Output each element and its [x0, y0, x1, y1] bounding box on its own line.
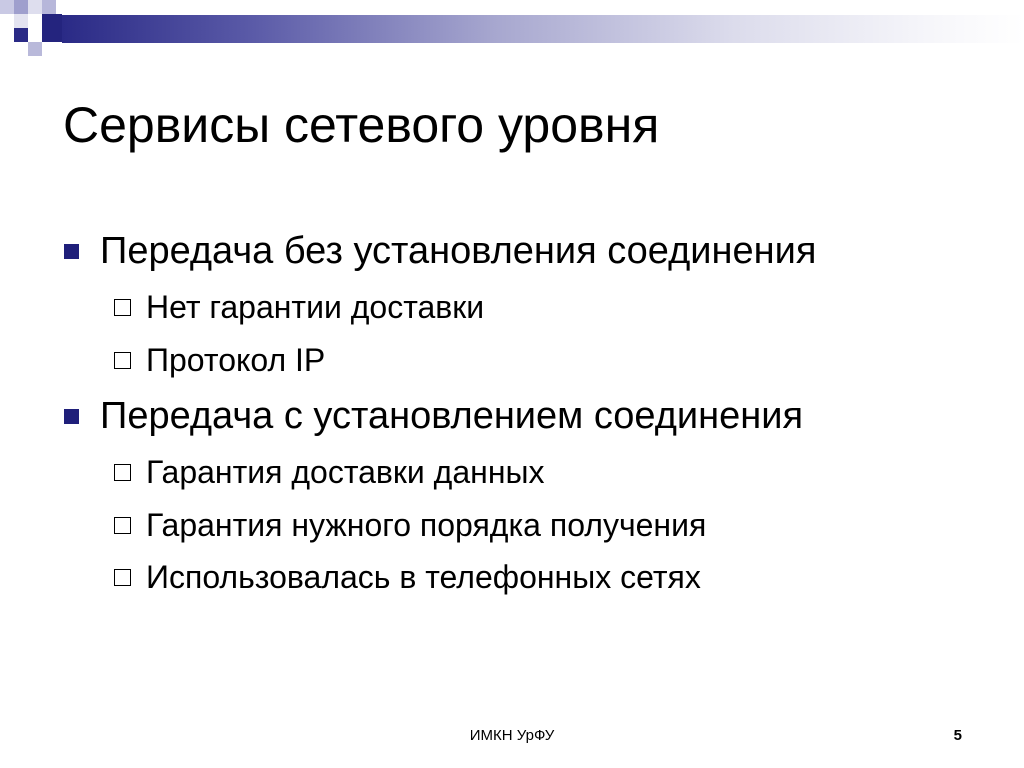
hollow-square-icon: [114, 569, 131, 586]
hollow-square-icon: [114, 352, 131, 369]
hollow-square-icon: [114, 517, 131, 534]
sub-bullet-text: Гарантия нужного порядка получения: [146, 507, 707, 543]
bullet-text: Передача с установлением соединения: [100, 395, 804, 437]
sub-bullet-item: [114, 559, 994, 595]
sub-bullet-item: [114, 454, 994, 490]
footer-text: ИМКН УрФУ: [469, 727, 555, 744]
sub-bullet-item: [114, 342, 994, 378]
page-number: 5: [953, 727, 962, 744]
sub-bullet-text: Нет гарантии доставки: [146, 289, 485, 325]
sub-bullet-text: Гарантия доставки данных: [146, 454, 545, 490]
hollow-square-icon: [114, 464, 131, 481]
sub-bullet-item: [114, 507, 994, 543]
bullet-text: Передача без установления соединения: [100, 230, 817, 272]
filled-square-icon: [64, 409, 79, 424]
bullet-item: [64, 229, 1004, 273]
hollow-square-icon: [114, 299, 131, 316]
sub-bullet-text: Протокол IP: [146, 342, 326, 378]
sub-bullet-text: Использовалась в телефонных сетях: [146, 559, 701, 595]
bullet-item: [64, 394, 1004, 438]
sub-bullet-item: [114, 289, 994, 325]
slide-title: Сервисы сетевого уровня: [63, 97, 660, 153]
filled-square-icon: [64, 244, 79, 259]
